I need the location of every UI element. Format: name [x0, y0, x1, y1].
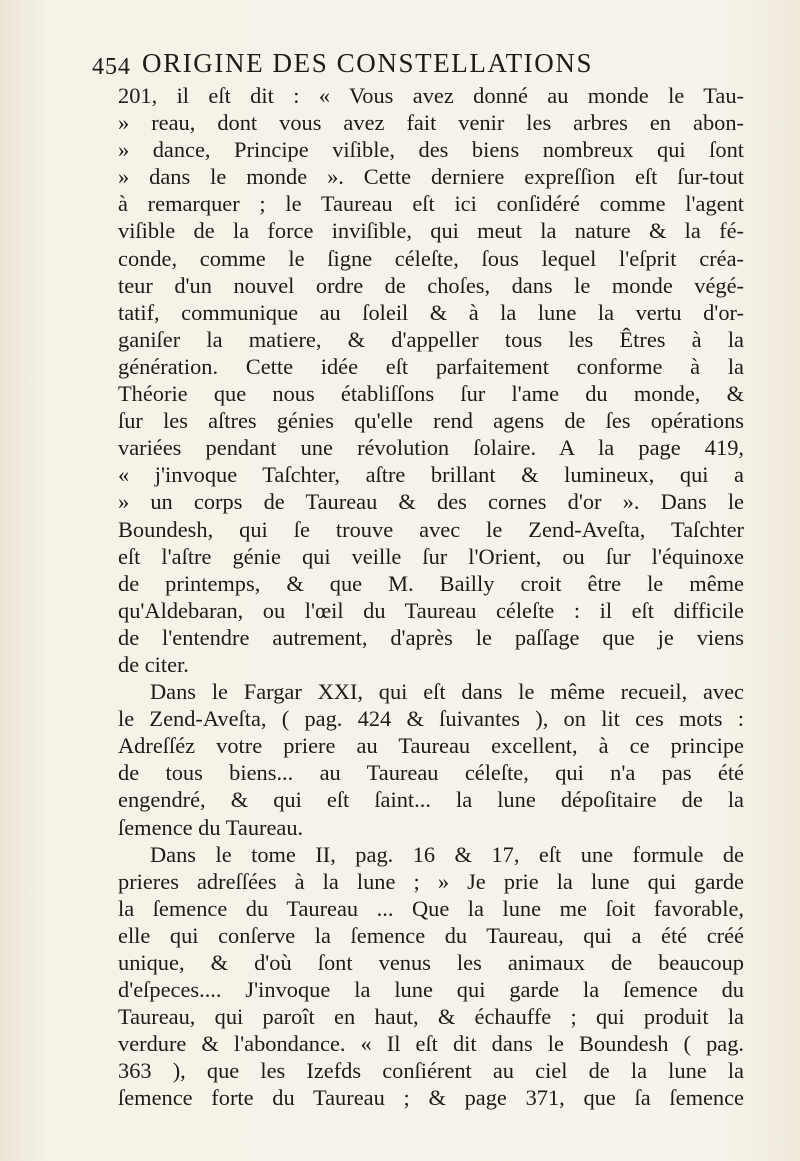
- paragraph-2: [118, 678, 744, 705]
- text-line: de l'entendre autrement, d'après le paſſage que je viens: [118, 624, 744, 650]
- text-line: » reau, dont vous avez fait venir les arbres en abon-: [118, 110, 744, 136]
- text-line: Dans le Fargar XXI, qui eſt dans le même recueil, avec: [150, 679, 744, 705]
- text-line: » dans le monde ». Cette derniere expreſſion eſt ſur-tout: [118, 164, 744, 190]
- text-line: prieres adreſſées à la lune ; » Je prie la lune qui garde: [118, 868, 744, 894]
- text-line: qu'Aldebaran, ou l'œil du Taureau céleſte : il eſt difficile: [118, 597, 744, 623]
- text-line: tatif, communique au ſoleil & à la lune la vertu d'or-: [118, 299, 744, 325]
- text-line: ſemence forte du Taureau ; & page 371, que ſa ſemence: [118, 1085, 744, 1111]
- text-line: d'eſpeces.... J'invoque la lune qui garde la ſemence du: [118, 977, 744, 1003]
- text-line: 363 ), que les Izefds conſiérent au ciel de la lune la: [118, 1058, 744, 1084]
- text-line: Adreſſéz votre priere au Taureau excellent, à ce principe: [118, 733, 744, 759]
- text-line: Taureau, qui paroît en haut, & échauffe ; qui produit la: [118, 1004, 744, 1030]
- text-line: « j'invoque Taſchter, aſtre brillant & lumineux, qui a: [118, 462, 744, 488]
- running-title: ORIGINE DES CONSTELLATIONS: [142, 48, 594, 78]
- text-line: ſur les aſtres génies qu'elle rend agens de ſes opérations: [118, 408, 744, 434]
- text-line: la ſemence du Taureau ... Que la lune me ſoit favorable,: [118, 895, 744, 921]
- text-line: viſible de la force inviſible, qui meut la nature & la fé-: [118, 218, 744, 244]
- text-line: génération. Cette idée eſt parfaitement conforme à la: [118, 353, 744, 379]
- text-line: Dans le tome II, pag. 16 & 17, eſt une formule de: [150, 841, 744, 867]
- page-number: 454: [92, 54, 131, 80]
- text-line: » dance, Principe viſible, des biens nombreux qui ſont: [118, 137, 744, 163]
- text-line: ganiſer la matiere, & d'appeller tous les Êtres à la: [118, 326, 744, 352]
- text-line: de printemps, & que M. Bailly croit être le même: [118, 570, 744, 596]
- text-line: variées pendant une révolution ſolaire. A la page 419,: [118, 435, 744, 461]
- text-line: ſemence du Taureau.: [118, 814, 304, 840]
- text-line: » un corps de Taureau & des cornes d'or ». Dans le: [118, 489, 744, 515]
- text-line: unique, & d'où ſont venus les animaux de beaucoup: [118, 950, 744, 975]
- text-line: Boundesh, qui ſe trouve avec le Zend-Aveſta, Taſchter: [118, 516, 744, 542]
- paragraph-2-cont: [118, 705, 744, 840]
- text-line: verdure & l'abondance. « Il eſt dit dans le Boundesh ( pag.: [118, 1031, 744, 1057]
- text-line: eſt l'aſtre génie qui veille ſur l'Orient, ou ſur l'équinoxe: [118, 543, 744, 569]
- text-line: de tous biens... au Taureau céleſte, qui n'a pas été: [118, 760, 744, 786]
- paragraph-1: [118, 82, 744, 678]
- body-text: [118, 82, 744, 1112]
- text-line: conde, comme le ſigne céleſte, ſous lequel l'eſprit créa-: [118, 245, 744, 271]
- text-line: le Zend-Aveſta, ( pag. 424 & ſuivantes ), on lit ces mots :: [118, 706, 744, 732]
- text-line: engendré, & qui eſt ſaint... la lune dépoſitaire de la: [118, 787, 744, 813]
- paragraph-3: [118, 841, 744, 868]
- text-line: 201, il eſt dit : « Vous avez donné au monde le Tau-: [118, 83, 744, 108]
- text-line: à remarquer ; le Taureau eſt ici conſidéré comme l'agent: [118, 191, 744, 217]
- text-line: teur d'un nouvel ordre de choſes, dans le monde végé-: [118, 272, 744, 298]
- text-line: elle qui conſerve la ſemence du Taureau, qui a été créé: [118, 922, 744, 948]
- text-line: Théorie que nous établiſſons ſur l'ame du monde, &: [118, 381, 744, 407]
- paragraph-3-cont: [118, 868, 744, 1112]
- text-line: de citer.: [118, 651, 189, 677]
